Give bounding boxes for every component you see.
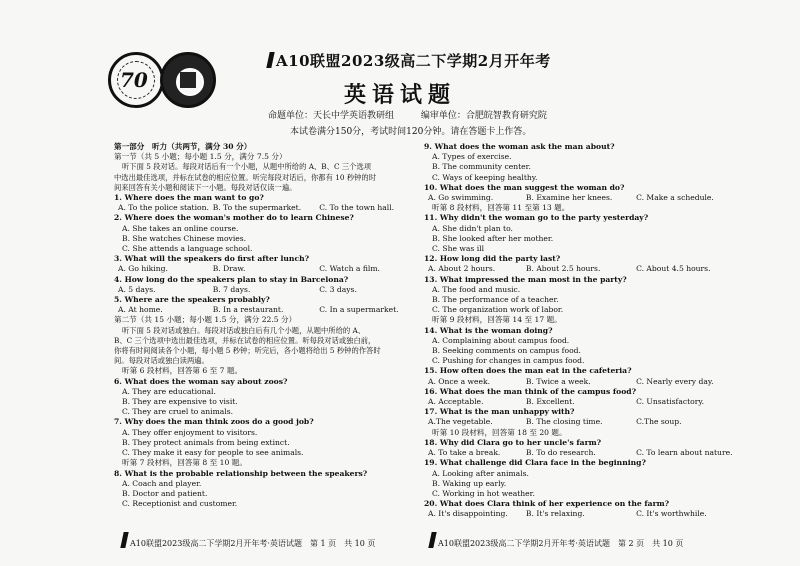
answer-options	[114, 285, 414, 295]
text-line: C. They are cruel to animals.	[122, 407, 234, 417]
text-line: A. They are educational.	[122, 386, 216, 396]
answer-option: B. Twice a week.	[525, 376, 591, 386]
answer-options	[114, 264, 414, 274]
text-line: A. She didn't plan to.	[432, 223, 513, 233]
question-text: 6. What does the woman say about zoos?	[114, 376, 288, 386]
answer-option: C. About 4.5 hours.	[636, 264, 711, 274]
exam-title-text: A10联盟2023级高二下学期2月开年考	[276, 52, 551, 70]
answer-option: C. Watch a film.	[319, 264, 380, 274]
exam-note: 本试卷满分150分，考试时间120分钟。请在答题卡上作答。	[290, 127, 532, 137]
question-text: 15. How often does the man eat in the cafeteria?	[424, 366, 632, 376]
text-line: B. She watches Chinese movies.	[122, 233, 247, 243]
question-text: 17. What is the man unhappy with?	[424, 407, 575, 417]
text-line: A. She takes an online course.	[122, 223, 239, 233]
text-line: B. They are expensive to visit.	[122, 397, 238, 407]
text-line: 中选出最佳选项，并标在试卷的相应位置。听完每段对话后，你都有 10 秒钟的时	[114, 172, 377, 182]
text-line: C. Ways of keeping healthy.	[432, 172, 538, 182]
answer-option: C. Make a schedule.	[636, 193, 714, 203]
answer-options	[114, 305, 414, 315]
text-line: C. The organization work of labor.	[432, 305, 564, 315]
question-text: 7. Why does the man think zoos do a good job?	[114, 417, 314, 427]
answer-option: B. In a restaurant.	[212, 305, 284, 315]
question-text: 2. Where does the woman's mother do to learn Chinese?	[114, 213, 354, 223]
text-line: B、C 三个选项中选出最佳选项，并标在试卷的相应位置。听每段对话或独白前，	[114, 335, 376, 345]
answer-options	[114, 203, 414, 213]
question-text: 20. What does Clara think of her experience on the farm?	[424, 499, 670, 509]
text-line: B. Waking up early.	[432, 478, 507, 488]
brand-mark-icon	[266, 52, 274, 68]
answer-option: B. Excellent.	[525, 397, 575, 407]
answer-options	[424, 417, 734, 427]
text-line: B. They protect animals from being extinct.	[122, 437, 290, 447]
answer-option: A. At home.	[118, 305, 163, 315]
question-text: 16. What does the man think of the campus food?	[424, 386, 637, 396]
question-text: 19. What challenge did Clara face in the beginning?	[424, 458, 646, 468]
brand-mark-icon	[120, 532, 128, 548]
answer-options	[424, 448, 734, 458]
answer-option: B. Draw.	[212, 264, 246, 274]
answer-option: B. 7 days.	[212, 284, 251, 294]
answer-options	[424, 509, 734, 519]
text-line: A. Looking after animals.	[432, 468, 529, 478]
answer-option: C. It's worthwhile.	[636, 509, 707, 519]
answer-option: B. To do research.	[525, 448, 596, 458]
proposer: 命题单位：天长中学英语教研组	[268, 111, 395, 121]
subject-title: 英语试题	[343, 82, 456, 108]
answer-option: B. To the supermarket.	[212, 203, 302, 213]
text-line: B. The community center.	[432, 162, 531, 172]
page-footer-2	[430, 532, 683, 549]
answer-option: A. To take a break.	[428, 448, 501, 458]
editor: 编审单位：合肥皖智教育研究院	[420, 111, 547, 121]
text-line: B. Doctor and patient.	[122, 488, 208, 498]
answer-option: C. 3 days.	[319, 284, 357, 294]
question-text: 5. Where are the speakers probably?	[114, 295, 270, 305]
text-line: 听第 7 段材料，回答第 8 至 10 题。	[122, 458, 247, 468]
text-line: 间。每段对话或独白读两遍。	[114, 356, 209, 366]
text-line: 你将有时间阅读各个小题，每小题 5 秒钟；听完后，各小题将给出 5 秒钟的作答时	[114, 346, 381, 356]
text-line: C. She attends a language school.	[122, 244, 253, 254]
text-line: 听第 9 段材料，回答第 14 至 17 题。	[432, 315, 562, 325]
footer-text-1: A10联盟2023级高二下学期2月开年考·英语试题 第 1 页 共 10 页	[130, 539, 376, 548]
right-column	[424, 142, 734, 520]
answer-option: B. The closing time.	[525, 417, 603, 427]
answer-option: C. Unsatisfactory.	[636, 397, 705, 407]
question-text: 3. What will the speakers do first after lunch?	[114, 254, 310, 264]
text-line: B. The performance of a teacher.	[432, 295, 559, 305]
left-column	[114, 142, 414, 509]
question-text: 14. What is the woman doing?	[424, 325, 553, 335]
text-line: 听下面 5 段对话或独白。每段对话或独白后有几个小题，从题中所给的 A、	[122, 325, 366, 335]
answer-option: C. To the town hall.	[319, 203, 395, 213]
text-line: 听第 8 段材料，回答第 11 至第 13 题。	[432, 203, 570, 213]
text-line: B. She looked after her mother.	[432, 233, 554, 243]
answer-option: A.The vegetable.	[428, 417, 493, 427]
text-line: C. Pushing for changes in campus food.	[432, 356, 585, 366]
answer-options	[424, 377, 734, 387]
text-line: A. Types of exercise.	[432, 152, 512, 162]
text-line: C. Receptionist and customer.	[122, 499, 238, 509]
author-line	[268, 108, 571, 121]
text-line: A. They offer enjoyment to visitors.	[122, 427, 258, 437]
question-text: 第一部分 听力（共两节，满分 30 分）	[114, 142, 252, 151]
brand-mark-icon	[428, 532, 436, 548]
answer-option: A. Go hiking.	[118, 264, 168, 274]
question-text: 13. What impressed the man most in the party?	[424, 274, 627, 284]
answer-option: C. In a supermarket.	[319, 305, 399, 315]
text-line: A. Coach and player.	[122, 478, 202, 488]
page-footer-1	[122, 532, 375, 549]
text-line: C. They make it easy for people to see animals.	[122, 448, 304, 458]
question-text: 4. How long do the speakers plan to stay in Barcelona?	[114, 274, 349, 284]
text-line: 第二节（共 15 小题；每小题 1.5 分，满分 22.5 分）	[114, 315, 297, 325]
text-line: A. The food and music.	[432, 284, 521, 294]
question-text: 18. Why did Clara go to her uncle's farm?	[424, 437, 602, 447]
text-line: 听第 6 段材料，回答第 6 至 7 题。	[122, 366, 243, 376]
school-seal-logo: 70	[108, 52, 164, 108]
answer-option: A. To the police station.	[118, 203, 209, 213]
answer-options	[424, 193, 734, 203]
answer-option: A. It's disappointing.	[428, 509, 508, 519]
answer-option: C. Nearly every day.	[636, 376, 714, 386]
answer-option: A. About 2 hours.	[428, 264, 496, 274]
question-text: 8. What is the probable relationship between the speakers?	[114, 468, 368, 478]
text-line: A. Complaining about campus food.	[432, 335, 570, 345]
answer-option: A. Acceptable.	[428, 397, 484, 407]
answer-options	[424, 264, 734, 274]
answer-option: B. About 2.5 hours.	[525, 264, 601, 274]
text-line: C. Working in hot weather.	[432, 488, 535, 498]
footer-text-2: A10联盟2023级高二下学期2月开年考·英语试题 第 2 页 共 10 页	[438, 539, 684, 548]
answer-option: B. Examine her knees.	[525, 193, 613, 203]
answer-options	[424, 397, 734, 407]
question-text: 9. What does the woman ask the man about?	[424, 142, 615, 151]
exam-title	[268, 50, 551, 71]
answer-option: A. Once a week.	[428, 376, 491, 386]
question-text: 10. What does the man suggest the woman do?	[424, 182, 625, 192]
answer-option: A. Go swimming.	[428, 193, 494, 203]
answer-option: B. It's relaxing.	[525, 509, 585, 519]
text-line: B. Seeking comments on campus food.	[432, 346, 581, 356]
answer-option: C.The soup.	[636, 417, 682, 427]
text-line: 听下面 5 段对话。每段对话后有一个小题，从题中所给的 A、B、C 三个选项	[122, 162, 372, 172]
question-text: 11. Why didn't the woman go to the party yesterday?	[424, 213, 649, 223]
text-line: 间来回答有关小题和阅读下一小题。每段对话仅读一遍。	[114, 182, 297, 192]
text-line: 第一节（共 5 小题；每小题 1.5 分，满分 7.5 分）	[114, 152, 287, 162]
answer-option: C. To learn about nature.	[636, 448, 733, 458]
question-text: 12. How long did the party last?	[424, 254, 561, 264]
text-line: C. She was ill	[432, 244, 484, 254]
question-text: 1. Where does the man want to go?	[114, 193, 264, 203]
answer-option: A. 5 days.	[118, 284, 156, 294]
text-line: 听第 10 段材料，回答第 18 至 20 题。	[432, 427, 567, 437]
